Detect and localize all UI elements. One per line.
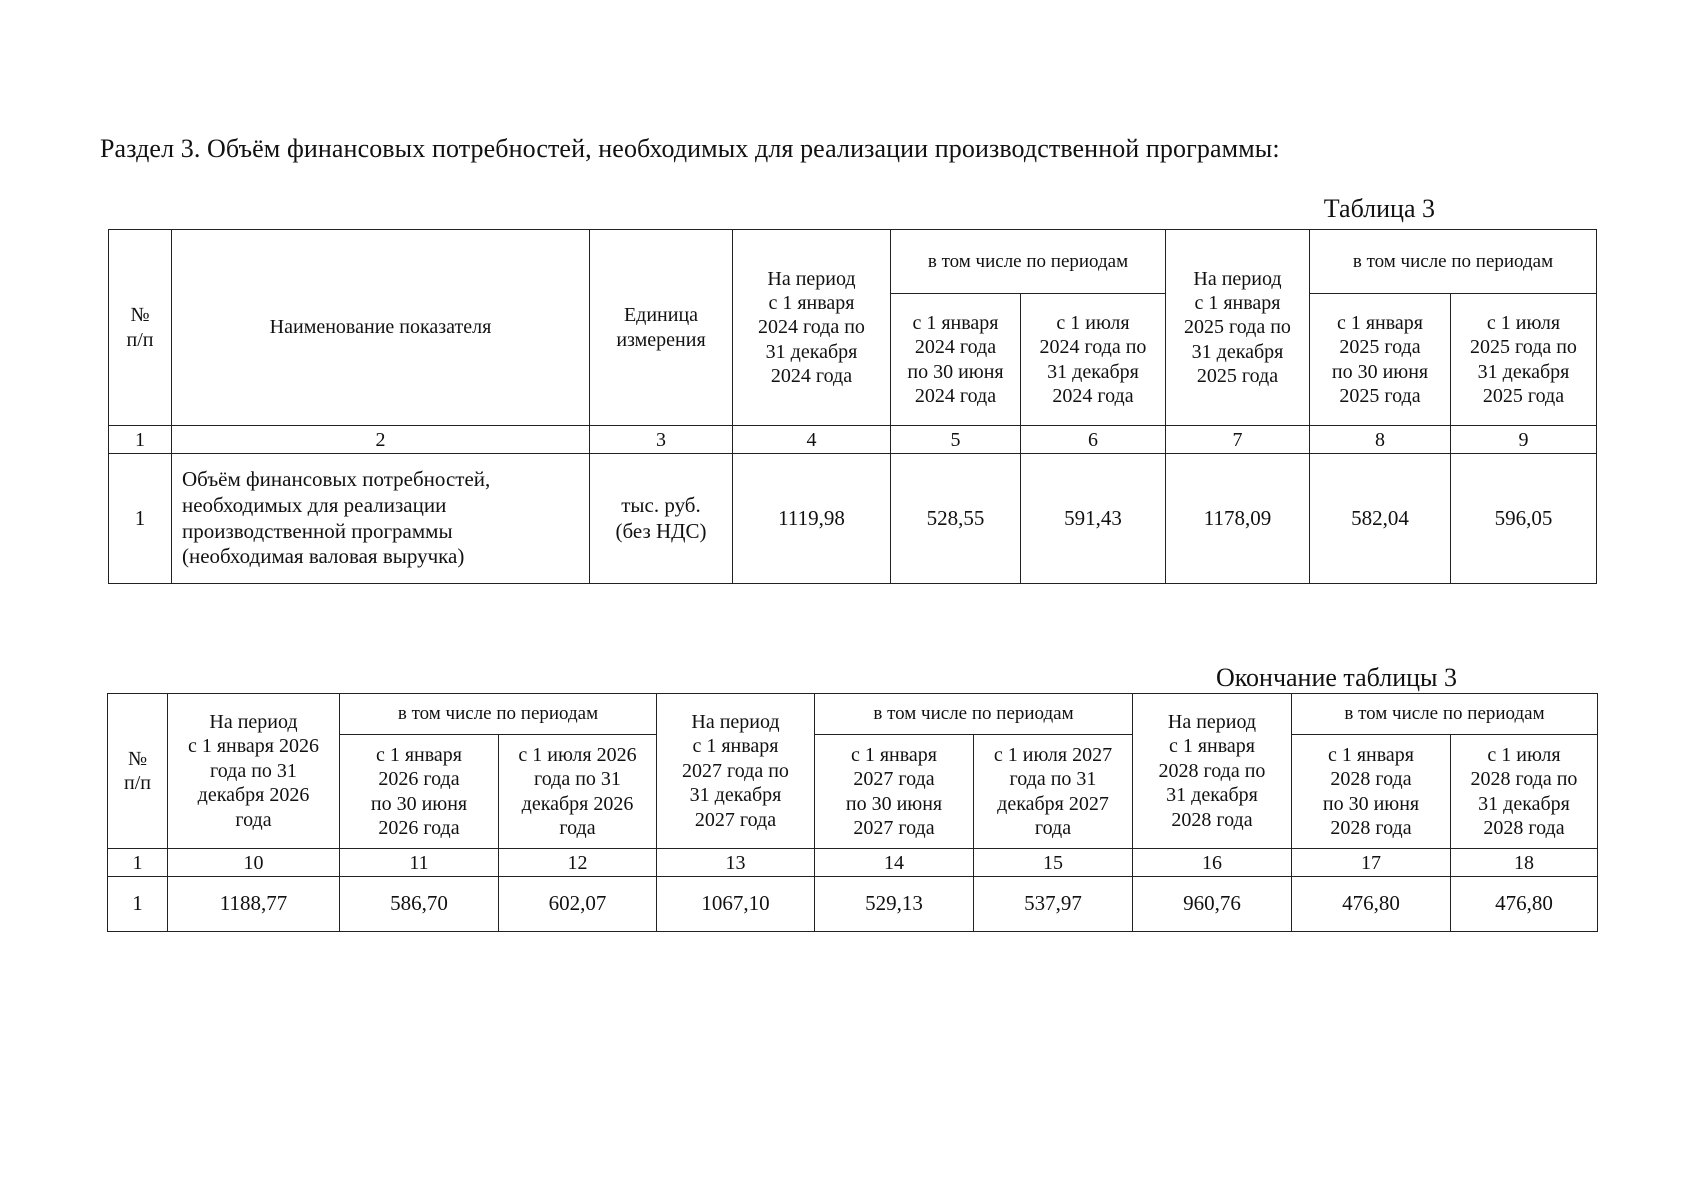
- value-period-2028: 960,76: [1133, 877, 1292, 932]
- header-h1-2025: с 1 января 2025 года по 30 июня 2025 года: [1310, 294, 1451, 426]
- value-h1-2024: 528,55: [891, 454, 1021, 584]
- header-including-periods: в том числе по периодам: [891, 230, 1166, 294]
- header-period-2028: На период с 1 января 2028 года по 31 декабря 2028 года: [1133, 694, 1292, 849]
- header-including-periods: в том числе по периодам: [1310, 230, 1597, 294]
- header-period-2026: На период с 1 января 2026 года по 31 декабря 2026 года: [168, 694, 340, 849]
- value-h2-2026: 602,07: [499, 877, 657, 932]
- column-number: 15: [974, 849, 1133, 877]
- unit-value: тыс. руб. (без НДС): [590, 454, 733, 584]
- value-period-2026: 1188,77: [168, 877, 340, 932]
- value-h1-2027: 529,13: [815, 877, 974, 932]
- value-h2-2025: 596,05: [1451, 454, 1597, 584]
- column-number: 18: [1451, 849, 1598, 877]
- column-number: 14: [815, 849, 974, 877]
- value-h1-2028: 476,80: [1292, 877, 1451, 932]
- header-unit: Единица измерения: [590, 230, 733, 426]
- header-including-periods: в том числе по периодам: [815, 694, 1133, 735]
- header-num: № п/п: [109, 230, 172, 426]
- header-h1-2027: с 1 января 2027 года по 30 июня 2027 года: [815, 735, 974, 849]
- header-h2-2026: с 1 июля 2026 года по 31 декабря 2026 года: [499, 735, 657, 849]
- column-number: 11: [340, 849, 499, 877]
- value-period-2025: 1178,09: [1166, 454, 1310, 584]
- table-row: [108, 877, 1598, 932]
- column-number: 5: [891, 426, 1021, 454]
- column-number-row: [108, 849, 1598, 877]
- column-number: 7: [1166, 426, 1310, 454]
- header-h2-2028: с 1 июля 2028 года по 31 декабря 2028 года: [1451, 735, 1598, 849]
- header-period-2024: На период с 1 января 2024 года по 31 декабря 2024 года: [733, 230, 891, 426]
- value-h2-2027: 537,97: [974, 877, 1133, 932]
- value-period-2027: 1067,10: [657, 877, 815, 932]
- value-h2-2024: 591,43: [1021, 454, 1166, 584]
- value-h1-2025: 582,04: [1310, 454, 1451, 584]
- header-including-periods: в том числе по периодам: [340, 694, 657, 735]
- column-number: 8: [1310, 426, 1451, 454]
- header-period-2027: На период с 1 января 2027 года по 31 декабря 2027 года: [657, 694, 815, 849]
- header-indicator-name: Наименование показателя: [172, 230, 590, 426]
- header-h1-2024: с 1 января 2024 года по 30 июня 2024 года: [891, 294, 1021, 426]
- table-row: [109, 454, 1597, 584]
- indicator-name: Объём финансовых потребностей, необходимых для реализации производственной программы (необходимая валовая выручка): [172, 454, 590, 584]
- header-h1-2026: с 1 января 2026 года по 30 июня 2026 года: [340, 735, 499, 849]
- value-period-2024: 1119,98: [733, 454, 891, 584]
- column-number: 4: [733, 426, 891, 454]
- header-h2-2027: с 1 июля 2027 года по 31 декабря 2027 года: [974, 735, 1133, 849]
- column-number: 13: [657, 849, 815, 877]
- row-number: 1: [108, 877, 168, 932]
- table-caption: Окончание таблицы 3: [1215, 663, 1457, 692]
- header-h2-2024: с 1 июля 2024 года по 31 декабря 2024 года: [1021, 294, 1166, 426]
- column-number: 10: [168, 849, 340, 877]
- column-number: 1: [108, 849, 168, 877]
- header-including-periods: в том числе по периодам: [1292, 694, 1598, 735]
- column-number: 12: [499, 849, 657, 877]
- header-h2-2025: с 1 июля 2025 года по 31 декабря 2025 года: [1451, 294, 1597, 426]
- column-number: 16: [1133, 849, 1292, 877]
- header-h1-2028: с 1 января 2028 года по 30 июня 2028 года: [1292, 735, 1451, 849]
- section-title: Раздел 3. Объём финансовых потребностей, необходимых для реализации производственной программы:: [100, 134, 1280, 163]
- column-number: 1: [109, 426, 172, 454]
- header-period-2025: На период с 1 января 2025 года по 31 декабря 2025 года: [1166, 230, 1310, 426]
- value-h2-2028: 476,80: [1451, 877, 1598, 932]
- row-number: 1: [109, 454, 172, 584]
- header-num: № п/п: [108, 694, 168, 849]
- column-number: 9: [1451, 426, 1597, 454]
- value-h1-2026: 586,70: [340, 877, 499, 932]
- column-number: 6: [1021, 426, 1166, 454]
- header-row: [108, 694, 1598, 735]
- financial-needs-table: [108, 229, 1597, 584]
- financial-needs-table-continued: [107, 693, 1598, 932]
- column-number: 3: [590, 426, 733, 454]
- column-number: 17: [1292, 849, 1451, 877]
- header-row: [109, 230, 1597, 294]
- table-caption: Таблица 3: [1323, 194, 1435, 223]
- column-number-row: [109, 426, 1597, 454]
- column-number: 2: [172, 426, 590, 454]
